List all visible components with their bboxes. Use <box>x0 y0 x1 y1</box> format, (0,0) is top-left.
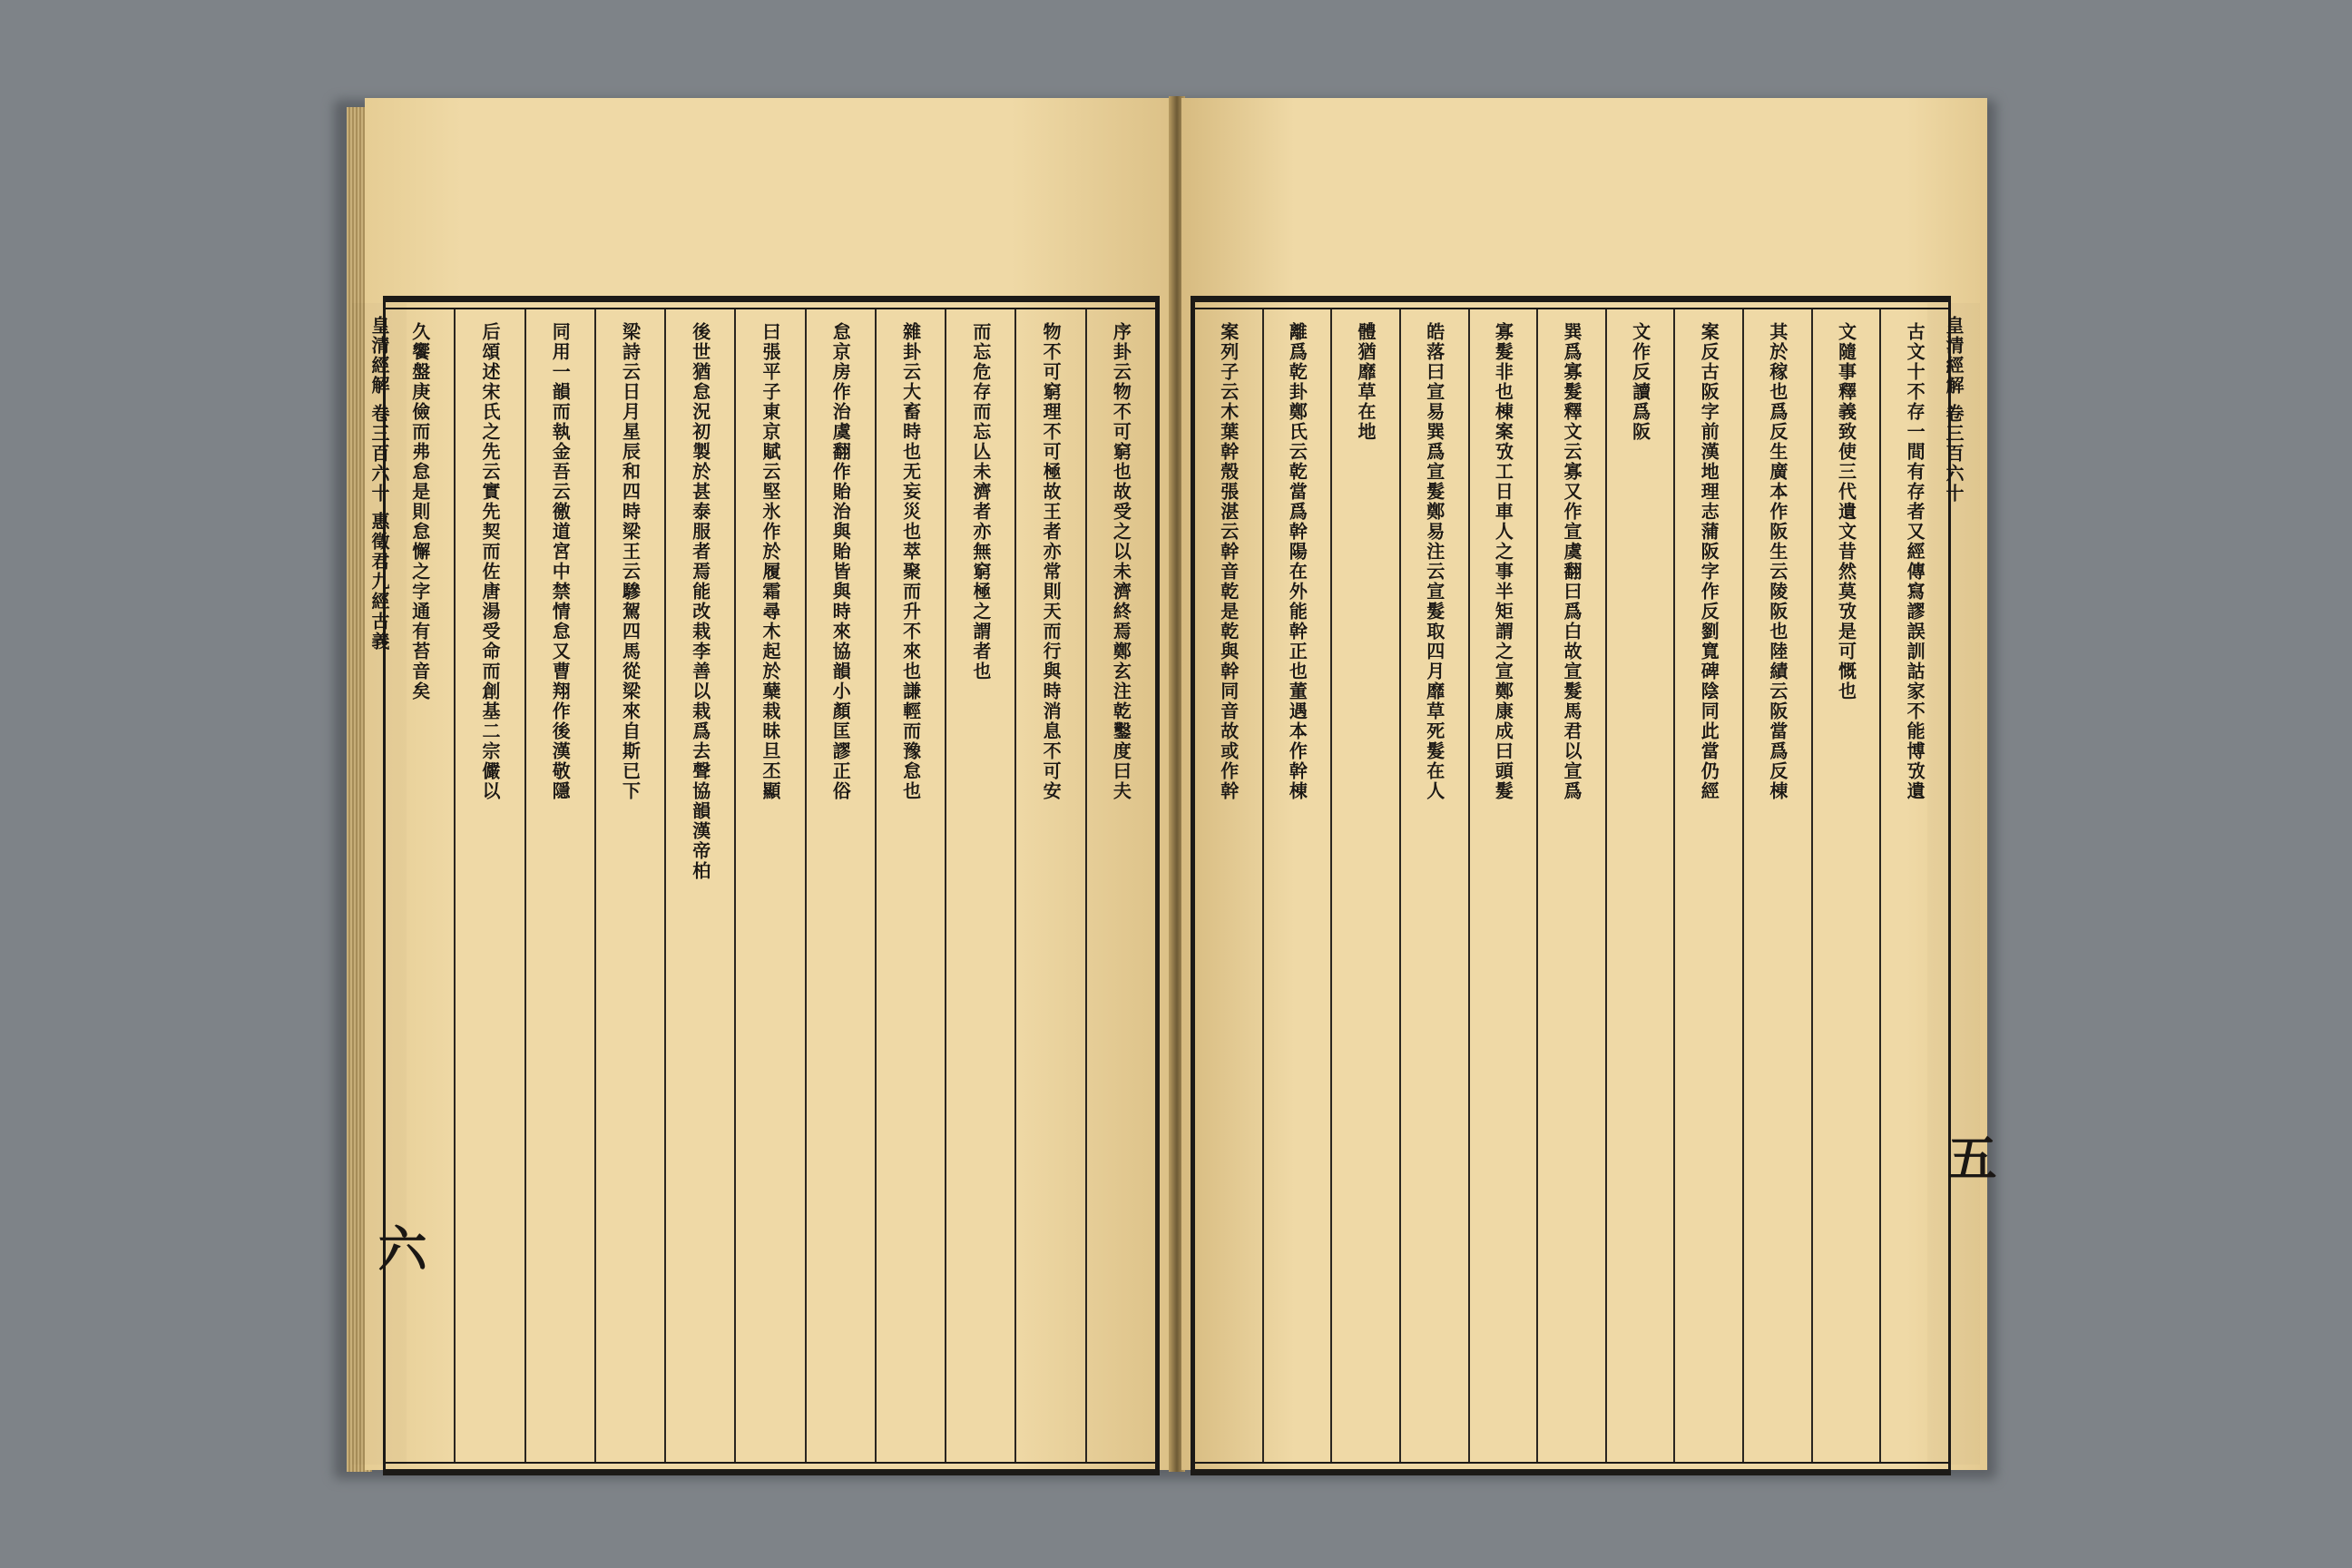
left-text-column <box>875 309 945 1462</box>
right-text-column <box>1605 309 1674 1462</box>
right-column-text: 皓落曰宣易巽爲宣髮鄭易注云宣髮取四月靡草死髮在人 <box>1423 322 1446 801</box>
right-text-column <box>1811 309 1880 1462</box>
right-page-number: 五 <box>1940 1132 1998 1181</box>
left-page-frame <box>383 296 1160 1475</box>
left-column-text: 怠京房作治虞翻作貽治與貽皆與時來協韻小顏匡謬正俗 <box>829 322 852 801</box>
left-column-text: 同用一韻而執金吾云徼道宮中禁情怠又曹翔作後漢敬隱 <box>549 322 572 801</box>
right-frame-inner <box>1195 308 1948 1464</box>
right-page-frame <box>1191 296 1951 1475</box>
left-text-column <box>1085 309 1155 1462</box>
left-text-columns <box>386 309 1155 1462</box>
right-column-text: 其於稼也爲反生廣本作阪生云陵阪也陸績云阪當爲反棟 <box>1766 322 1788 801</box>
right-column-text: 離爲乾卦鄭氏云乾當爲幹陽在外能幹正也董遇本作幹棟 <box>1286 322 1308 801</box>
right-column-text: 古文十不存一間有存者又經傳寫謬誤訓詁家不能博攷遺 <box>1904 322 1926 801</box>
left-column-text: 序卦云物不可窮也故受之以未濟終焉鄭玄注乾鑿度曰夫 <box>1110 322 1132 801</box>
left-column-text: 雜卦云大畜時也无妄災也萃聚而升不來也謙輕而豫怠也 <box>899 322 922 801</box>
left-column-text: 梁詩云日月星辰和四時梁王云驂駕四馬從梁來自斯已下 <box>619 322 642 801</box>
right-text-column <box>1262 309 1331 1462</box>
left-frame-inner <box>386 308 1155 1464</box>
left-text-column <box>805 309 875 1462</box>
right-text-column <box>1536 309 1605 1462</box>
left-text-column <box>1014 309 1084 1462</box>
right-text-column <box>1673 309 1742 1462</box>
left-column-text: 而忘危存而忘亾未濟者亦無窮極之謂者也 <box>969 322 992 681</box>
left-text-column <box>454 309 524 1462</box>
right-text-column <box>1195 309 1262 1462</box>
right-text-column <box>1468 309 1537 1462</box>
right-page-header <box>1927 303 1980 1465</box>
right-text-columns <box>1195 309 1948 1462</box>
right-text-column <box>1330 309 1399 1462</box>
left-page-number: 六 <box>370 1223 428 1272</box>
left-text-column <box>734 309 804 1462</box>
left-page-header <box>352 303 407 1465</box>
left-column-text: 后頌述宋氏之先云實先契而佐唐湯受命而創基二宗儼以 <box>478 322 501 801</box>
left-page <box>365 98 1172 1470</box>
left-text-column <box>524 309 594 1462</box>
right-page <box>1181 98 1998 1470</box>
left-text-column <box>945 309 1014 1462</box>
left-column-text: 久饗盤庚儉而弗怠是則怠懈之字通有苔音矣 <box>408 322 431 701</box>
left-column-text: 物不可窮理不可極故王者亦常則天而行與時消息不可安 <box>1040 322 1063 801</box>
right-header-text: 皇清經解 卷三百六十 <box>1943 316 1965 504</box>
right-text-column <box>1399 309 1468 1462</box>
right-column-text: 體猶靡草在地 <box>1355 322 1377 442</box>
right-column-text: 文作反讀爲阪 <box>1629 322 1651 442</box>
left-column-text: 曰張平子東京賦云堅氷作於履霜尋木起於蘖栽昧旦丕顯 <box>760 322 782 801</box>
right-text-column <box>1742 309 1811 1462</box>
right-column-text: 寡髮非也棟案攷工日車人之事半矩謂之宣鄭康成曰頭髮 <box>1492 322 1514 801</box>
left-column-text: 後世猶怠況初製於甚泰服者焉能改栽李善以栽爲去聲協韻漢帝柏 <box>689 322 711 881</box>
right-column-text: 案列子云木葉幹殼張湛云幹音乾是乾與幹同音故或作幹 <box>1217 322 1240 801</box>
left-text-column <box>594 309 664 1462</box>
left-text-column <box>664 309 734 1462</box>
right-column-text: 巽爲寡髮釋文云寡又作宣虞翻曰爲白故宣髮馬君以宣爲 <box>1560 322 1583 801</box>
right-column-text: 文隨事釋義致使三代遺文昔然莫攷是可慨也 <box>1835 322 1857 701</box>
left-header-text: 皇清經解 卷三百六十 惠徵君九經古義 <box>368 316 390 652</box>
right-column-text: 案反古阪字前漢地理志蒲阪字作反劉寬碑陰同此當仍經 <box>1698 322 1720 801</box>
